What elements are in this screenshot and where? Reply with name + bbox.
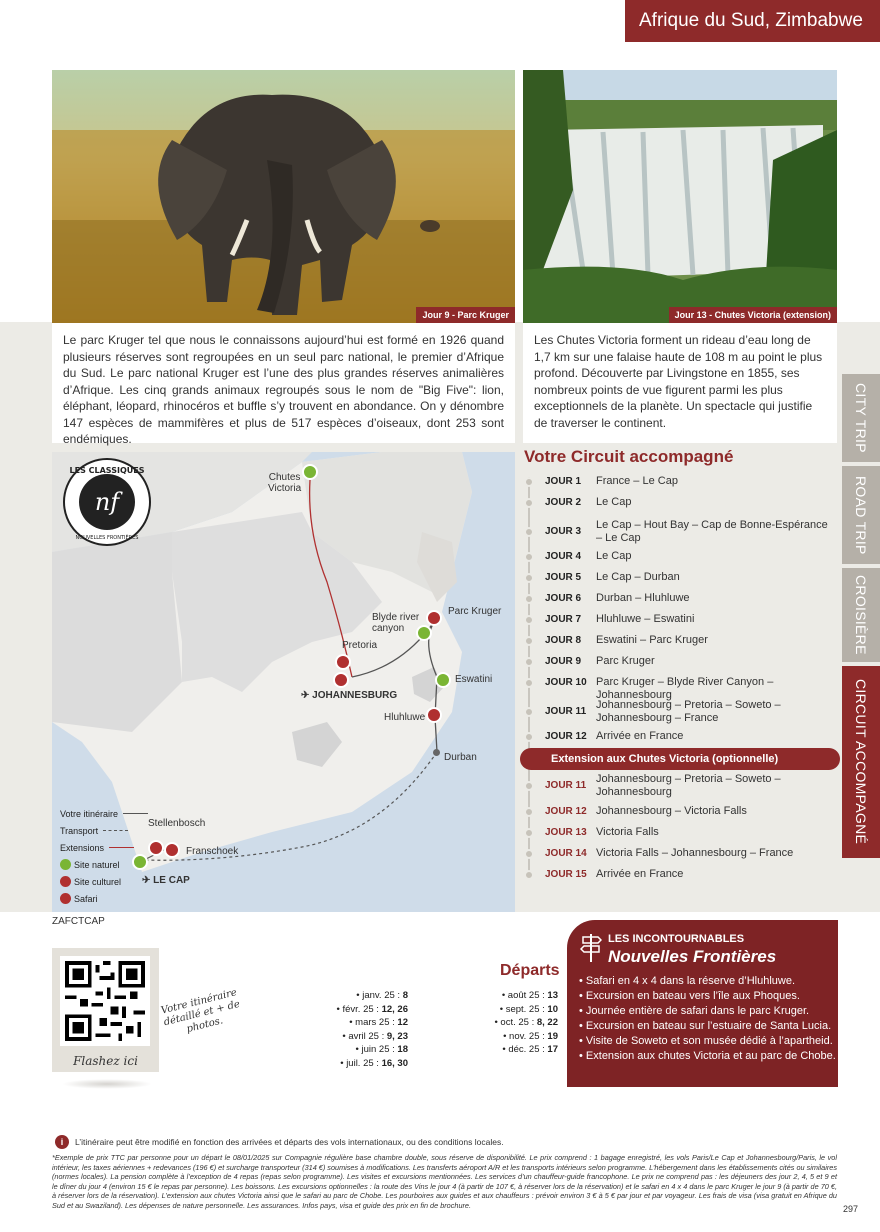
waterfall-photo xyxy=(523,70,837,323)
label-le-cap: LE CAP xyxy=(153,875,190,886)
day-text: Le Cap xyxy=(596,550,632,562)
circuit-title: Votre Circuit accompagné xyxy=(524,447,734,466)
departure-date: • févr. 25 : 12, 26 xyxy=(336,1003,408,1015)
qr-code-pattern xyxy=(65,961,145,1041)
departure-date: • déc. 25 : 17 xyxy=(502,1044,558,1055)
day-label: JOUR 11 xyxy=(545,780,587,791)
day-row xyxy=(523,730,837,744)
qr-caption: Flashez ici xyxy=(73,1054,138,1068)
jeep-icon xyxy=(60,893,71,904)
timeline-dot xyxy=(524,732,534,742)
day-text: Hluhluwe – Eswatini xyxy=(596,613,695,625)
johannesburg-marker xyxy=(333,672,349,688)
day-label: JOUR 12 xyxy=(545,806,587,817)
departure-date: • juil. 25 : 16, 30 xyxy=(340,1057,408,1069)
day-label: JOUR 7 xyxy=(545,614,582,625)
franschoek-marker xyxy=(164,842,180,858)
list-item: • Safari en 4 x 4 dans la réserve d’Hluhluwe. xyxy=(579,974,836,989)
timeline-dot xyxy=(524,636,534,646)
day-text: Victoria Falls – Johannesbourg – France xyxy=(596,847,794,859)
day-label: JOUR 2 xyxy=(545,497,582,508)
departure-date: • juin 25 : 18 xyxy=(355,1044,408,1055)
page-number: 297 xyxy=(842,1204,858,1214)
timeline-dot xyxy=(524,707,534,717)
day-text: France – Le Cap xyxy=(596,475,678,487)
day-text: Johannesbourg – Pretoria – Soweto – Johannesbourg – France xyxy=(596,699,781,724)
day-label: JOUR 12 xyxy=(545,731,587,742)
legend-itineraire: Votre itinéraire xyxy=(60,805,148,822)
kruger-marker xyxy=(426,610,442,626)
day-label: JOUR 10 xyxy=(545,677,587,688)
timeline-dot xyxy=(524,781,534,791)
svg-text:nf: nf xyxy=(94,488,120,516)
incontournables-kicker: LES INCONTOURNABLES xyxy=(608,933,745,945)
departure-date: • avril 25 : 9, 23 xyxy=(342,1030,408,1042)
day-row xyxy=(523,475,837,489)
label-franschoek: Franschoek xyxy=(186,846,239,857)
departure-date: • sept. 25 : 10 xyxy=(499,1003,558,1015)
day-text: Parc Kruger xyxy=(596,655,655,667)
label-eswatini: Eswatini xyxy=(455,674,493,685)
label-chutes-victoria: Chutes Victoria xyxy=(268,472,302,494)
day-row xyxy=(523,847,837,861)
departs-column-2 xyxy=(480,989,558,1057)
departure-date: • nov. 25 : 19 xyxy=(503,1030,558,1042)
victoria-falls-marker xyxy=(302,464,318,480)
hluhluwe-marker xyxy=(426,707,442,723)
legend-transport: Transport xyxy=(60,822,148,839)
timeline-dot xyxy=(524,477,534,487)
timeline-dot xyxy=(524,678,534,688)
label-pretoria: Pretoria xyxy=(342,640,378,651)
photo-caption-left: Jour 9 - Parc Kruger xyxy=(416,307,515,323)
day-row xyxy=(523,571,837,585)
day-row xyxy=(523,868,837,882)
legend-safari: Safari xyxy=(60,890,148,907)
stellenbosch-marker xyxy=(148,840,164,856)
logo-bottom-text: NOUVELLES FRONTIÈRES xyxy=(75,535,139,541)
departure-date: • mars 25 : 12 xyxy=(349,1017,408,1028)
elephant-illustration xyxy=(52,70,515,323)
durban-marker xyxy=(433,749,440,756)
list-item: • Excursion en bateau vers l’île aux Phoques. xyxy=(579,989,836,1004)
eswatini-marker xyxy=(435,672,451,688)
timeline-dot xyxy=(524,594,534,604)
timeline-dot xyxy=(524,849,534,859)
timeline-dot xyxy=(524,807,534,817)
day-row xyxy=(523,634,837,648)
signpost-icon xyxy=(580,932,602,962)
legend-site-culturel: Site culturel xyxy=(60,873,148,890)
legend-extensions: Extensions xyxy=(60,839,148,856)
fine-print: *Exemple de prix TTC par personne pour un départ le 08/01/2025 sur Compagnie régulière base chambre double, sous réserve de disponibilité. Le prix comprend : 1 bagage enregistré, les vols Paris/Le Cap et Johannesbourg/Paris, le vol intérieur, les taxes aériennes + redevances (196 €) et surcharge transporteur (314 €) soumises à modifications. Les transferts aéroport A/R et les transports intérieurs selon programme. L’hébergement dans les établissements cités ou similaires (normes locales). La pension complète à l’exception de 4 repas (repas selon programme). Les visites et excursions mentionnées. Les services d’un chauffeur-guide francophone. Le prix ne comprend pas : les déjeuners des jour 2, 4, 5 et 9 et le dîner du jour 4 (environ 15 € le repas par personne). Les boissons. Les excursions optionnelles : la route des Vins le jour 4 (à partir de 107 €, à réserver lors de la réservation) et le safari en 4 x 4 dans le parc Kruger le jour 9 (à partir de 70 €, à réserver lors de la réservation). L’extension aux chutes Victoria ainsi que le safari au parc de Chobe. Les pourboires aux guides et aux chauffeurs : prévoir environ 3 € à 5 € par jour et par voyageur. Les frais de visa (visa gratuit en Afrique du Sud et au Swaziland). Les dépenses de nature personnelle. Les assurances. Infos pays, visa et guide des prix en fin de brochure. xyxy=(52,1153,837,1210)
day-row xyxy=(523,805,837,819)
tab-circuit-accompagne[interactable]: CIRCUIT ACCOMPAGNÉ xyxy=(842,666,880,858)
photo-caption-right: Jour 13 - Chutes Victoria (extension) xyxy=(669,307,837,323)
pretoria-marker xyxy=(335,654,351,670)
incontournables-list xyxy=(579,974,836,1064)
timeline-dot xyxy=(524,573,534,583)
timeline-dot xyxy=(524,870,534,880)
day-row xyxy=(523,773,837,799)
handwritten-note: Votre itinéraire détaillé et + de photos. xyxy=(159,987,242,1035)
day-label: JOUR 4 xyxy=(545,551,582,562)
label-stellenbosch: Stellenbosch xyxy=(148,818,206,829)
day-row xyxy=(523,592,837,606)
label-blyde: Blyde river canyon xyxy=(372,612,420,634)
day-label: JOUR 14 xyxy=(545,848,587,859)
map-legend xyxy=(60,805,148,907)
legend-site-naturel: Site naturel xyxy=(60,856,148,873)
day-row xyxy=(523,550,837,564)
day-row xyxy=(523,496,837,510)
day-row xyxy=(523,676,837,701)
departs-column-1 xyxy=(330,989,408,1070)
day-label: JOUR 9 xyxy=(545,656,582,667)
day-row xyxy=(523,519,837,545)
timeline-dot xyxy=(524,527,534,537)
timeline-dot xyxy=(524,498,534,508)
timeline-dot xyxy=(524,552,534,562)
day-text: Le Cap – Hout Bay – Cap de Bonne-Espérance – Le Cap xyxy=(596,519,828,544)
day-text: Eswatini – Parc Kruger xyxy=(596,634,708,646)
day-text: Le Cap – Durban xyxy=(596,571,680,583)
departure-date: • août 25 : 13 xyxy=(501,990,558,1001)
day-row xyxy=(523,655,837,669)
incontournables-title: Nouvelles Frontières xyxy=(608,947,777,966)
qr-code[interactable] xyxy=(60,956,150,1046)
star-icon xyxy=(60,876,71,887)
day-row xyxy=(523,613,837,627)
timeline-dot xyxy=(524,615,534,625)
kruger-description: Le parc Kruger tel que nous le connaissons aujourd’hui est formé en 1926 quand plusieurs réserves sont regroupées en un seul parc national, le premier d’Afrique du Sud. Le parc national Kruger est l’une des plus grandes réserves animalières d’Afrique. Les cinq grands animaux regroupés sous le nom de "Big Five": lion, éléphant, léopard, rhinocéros et buffle s’y trouvent en abondance. On y dénombre 147 espèces de mammifères et plus de 517 espèces d’oiseaux, dont 253 sont endémiques. xyxy=(52,323,515,443)
info-icon: i xyxy=(55,1135,69,1149)
plane-icon: ✈ xyxy=(142,875,154,886)
label-hluhluwe: Hluhluwe xyxy=(384,712,426,723)
departs-title: Départs xyxy=(500,962,560,979)
qr-card[interactable] xyxy=(52,948,159,1072)
list-item: • Excursion en bateau sur l’estuaire de Santa Lucia. xyxy=(579,1019,836,1034)
day-text: Johannesbourg – Victoria Falls xyxy=(596,805,747,817)
list-item: • Extension aux chutes Victoria et au parc de Chobe. xyxy=(579,1049,836,1064)
list-item: • Journée entière de safari dans le parc Kruger. xyxy=(579,1004,836,1019)
tab-city-trip[interactable]: CITY TRIP xyxy=(842,374,880,462)
label-johannesburg: JOHANNESBURG xyxy=(312,690,398,701)
list-item: • Visite de Soweto et son musée dédié à l’apartheid. xyxy=(579,1034,836,1049)
day-label: JOUR 5 xyxy=(545,572,582,583)
incontournables-box xyxy=(567,920,838,1087)
day-text: Le Cap xyxy=(596,496,632,508)
waterfall-illustration xyxy=(523,70,837,323)
day-label: JOUR 8 xyxy=(545,635,582,646)
day-text: Arrivée en France xyxy=(596,730,684,742)
timeline-dot xyxy=(524,828,534,838)
day-label: JOUR 3 xyxy=(545,526,582,537)
logo-top-text: LES CLASSIQUES xyxy=(69,466,145,475)
day-label: JOUR 13 xyxy=(545,827,587,838)
day-row xyxy=(523,826,837,840)
day-label: JOUR 6 xyxy=(545,593,582,604)
departure-date: • janv. 25 : 8 xyxy=(356,990,408,1001)
label-parc-kruger: Parc Kruger xyxy=(448,606,502,617)
tab-croisiere[interactable]: CROISIÈRE xyxy=(842,568,880,662)
timeline-dot xyxy=(524,657,534,667)
label-durban: Durban xyxy=(444,752,477,763)
day-text: Victoria Falls xyxy=(596,826,659,838)
elephant-photo xyxy=(52,70,515,323)
region-banner xyxy=(625,0,880,42)
day-label: JOUR 1 xyxy=(545,476,582,487)
day-text: Johannesbourg – Pretoria – Soweto – Johannesbourg xyxy=(596,773,781,798)
victoria-description: Les Chutes Victoria forment un rideau d’eau long de 1,7 km sur une falaise haute de 108 m au point le plus profond. Découverte par Livingstone en 1855, ses nombreux points de vue figurent parmi les plus exceptionnels de la planète. Un spectacle qui justifie de traverser le continent. xyxy=(523,323,837,443)
departure-date: • oct. 25 : 8, 22 xyxy=(494,1017,558,1028)
day-text: Arrivée en France xyxy=(596,868,684,880)
leaf-icon xyxy=(60,859,71,870)
day-label: JOUR 15 xyxy=(545,869,587,880)
region-title: Afrique du Sud, Zimbabwe xyxy=(639,10,863,31)
plane-icon: ✈ xyxy=(301,690,313,701)
circuit-code: ZAFCTCAP xyxy=(52,916,105,927)
qr-shadow xyxy=(62,1079,152,1089)
extension-title: Extension aux Chutes Victoria (optionnelle) xyxy=(551,753,779,765)
day-text: Parc Kruger – Blyde River Canyon – Johannesbourg xyxy=(596,676,774,701)
info-note: L’itinéraire peut être modifié en fonction des arrivées et départs des vols internationaux, ou des conditions locales. xyxy=(75,1137,504,1147)
tab-road-trip[interactable]: ROAD TRIP xyxy=(842,466,880,564)
day-label: JOUR 11 xyxy=(545,706,587,717)
day-text: Durban – Hluhluwe xyxy=(596,592,690,604)
day-row xyxy=(523,699,837,725)
extension-bar xyxy=(520,748,840,770)
